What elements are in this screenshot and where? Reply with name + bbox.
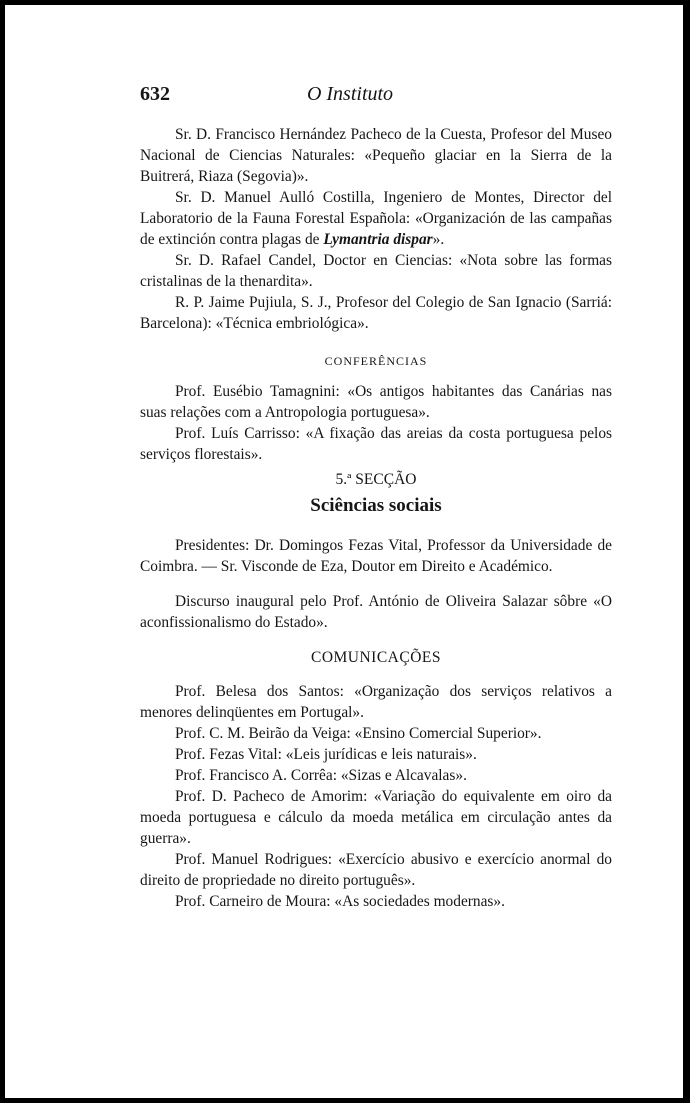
scanned-page (5, 5, 683, 1098)
comunicacao-amorim: Prof. D. Pacheco de Amorim: «Variação do equivalente em oiro da moeda portuguesa e cálculo da moeda metálica em circulação antes da guerra». (140, 788, 612, 847)
conferencia-tamagnini: Prof. Eusébio Tamagnini: «Os antigos habitantes das Canárias nas suas relações com a Antropologia portuguesa». (140, 383, 612, 421)
conferencia-carrisso: Prof. Luís Carrisso: «A fixação das areias da costa portuguesa pelos serviços florestais». (140, 425, 612, 463)
section-number: 5.ª SECÇÃO (335, 471, 417, 488)
entry-pujiula: R. P. Jaime Pujiula, S. J., Profesor del Colegio de San Ignacio (Sarriá: Barcelona): «Técnica embriológica». (140, 294, 612, 332)
running-title: O Instituto (306, 83, 394, 105)
entry-hernandez-pacheco: Sr. D. Francisco Hernández Pacheco de la Cuesta, Profesor del Museo Nacional de Ciencias Naturales: «Pequeño glaciar en la Sierra de la Buitrerá, Riaza (Segovia)». (140, 126, 612, 185)
comunicacao-beirao: Prof. C. M. Beirão da Veiga: «Ensino Comercial Superior». (175, 725, 542, 742)
species-name: Lymantria dispar (323, 231, 433, 248)
presidentes-paragraph: Presidentes: Dr. Domingos Fezas Vital, Professor da Universidade de Coimbra. — Sr. Visconde de Eza, Doutor em Direito e Académico. (140, 537, 612, 575)
comunicacao-moura: Prof. Carneiro de Moura: «As sociedades modernas». (175, 893, 505, 910)
comunicacao-correa: Prof. Francisco A. Corrêa: «Sizas e Alcavalas». (175, 767, 467, 784)
section-title: Sciências sociais (310, 495, 442, 516)
entry-aullo-costilla: Sr. D. Manuel Aulló Costilla, Ingeniero de Montes, Director del Laboratorio de la Fauna Forestal Española: «Organización de las campañas de extinción contra plagas de Lymantria dispar». (140, 189, 612, 248)
comunicacao-belesa: Prof. Belesa dos Santos: «Organização dos serviços relativos a menores delinqüentes em Portugal». (140, 683, 612, 721)
page-body (140, 124, 612, 912)
conferencias-heading: CONFERÊNCIAS (324, 354, 428, 368)
page-header (140, 83, 560, 113)
comunicacao-rodrigues: Prof. Manuel Rodrigues: «Exercício abusivo e exercício anormal do direito de propriedade no direito português». (140, 851, 612, 889)
comunicacoes-heading: COMUNICAÇÕES (310, 649, 441, 666)
comunicacao-fezas: Prof. Fezas Vital: «Leis jurídicas e leis naturais». (175, 746, 477, 763)
entry-candel: Sr. D. Rafael Candel, Doctor en Ciencias: «Nota sobre las formas cristalinas de la thenardita». (140, 252, 612, 290)
discurso-paragraph: Discurso inaugural pelo Prof. António de Oliveira Salazar sôbre «O aconfissionalismo do Estado». (140, 593, 612, 631)
page-number: 632 (140, 83, 170, 105)
